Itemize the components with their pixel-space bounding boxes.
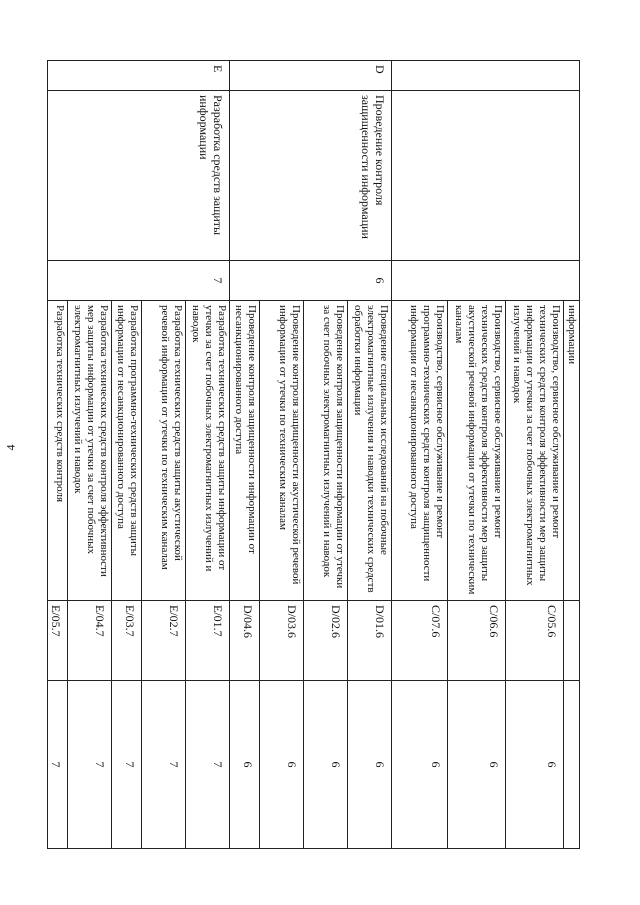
page-number: 4 <box>3 444 18 451</box>
code-cell: E/03.7 <box>112 601 142 681</box>
rotated-page <box>50 60 580 848</box>
function-cell: информации <box>564 301 580 601</box>
code-cell: C/06.6 <box>448 601 506 681</box>
level-cell: 7 <box>142 681 186 849</box>
function-cell: Производство, сервисное обслуживание и ремонт технических средств контроля эффективности мер защиты акустической речевой информации от утечки по техническим каналам <box>448 301 506 601</box>
code-cell: D/03.6 <box>260 601 304 681</box>
group-level-cell <box>392 261 580 301</box>
function-cell: Разработка программно-технических средств защиты информации от несанкционированного доступа <box>112 301 142 601</box>
code-cell: E/01.7 <box>186 601 230 681</box>
group-letter-cell: E <box>47 61 229 91</box>
level-cell: 6 <box>304 681 348 849</box>
function-cell: Разработка технических средств контроля эффективности мер защиты информации от утечки за счет побочных электромагнитных излучений и наводок <box>68 301 112 601</box>
table-row <box>186 61 230 849</box>
function-cell: Производство, сервисное обслуживание и ремонт программно-технических средств контроля защищенности информации от несанкционированного доступа <box>392 301 448 601</box>
code-cell: E/02.7 <box>142 601 186 681</box>
function-cell: Производство, сервисное обслуживание и ремонт технических средств контроля эффективности мер защиты информации от утечки за счет побочных электромагнитных излучений и наводок <box>506 301 564 601</box>
code-cell: E/04.7 <box>68 601 112 681</box>
table-row <box>564 61 580 849</box>
group-letter-cell: D <box>230 61 392 91</box>
function-cell: Разработка технических средств защиты информации от утечки за счет побочных электромагнитных излучений и наводок <box>186 301 230 601</box>
function-cell: Проведение специальных исследований на побочные электромагнитные излучения и наводки технических средств обработки информации <box>348 301 392 601</box>
level-cell: 6 <box>348 681 392 849</box>
level-cell: 7 <box>47 681 67 849</box>
function-cell: Проведение контроля защищенности информации от утечки за счет побочных электромагнитных излучений и наводок <box>304 301 348 601</box>
level-cell: 7 <box>68 681 112 849</box>
group-name-cell: Проведение контроля защищенности информации <box>230 91 392 261</box>
code-cell: E/05.7 <box>47 601 67 681</box>
function-table <box>47 60 580 849</box>
function-cell: Разработка технических средств защиты акустической речевой информации от утечки по техническим каналам <box>142 301 186 601</box>
level-cell <box>564 681 580 849</box>
function-cell: Разработка технических средств контроля <box>47 301 67 601</box>
code-cell: D/04.6 <box>230 601 260 681</box>
level-cell: 6 <box>506 681 564 849</box>
function-cell: Проведение контроля защищенности информации от несанкционированного доступа <box>230 301 260 601</box>
level-cell: 6 <box>392 681 448 849</box>
code-cell: D/02.6 <box>304 601 348 681</box>
group-name-cell: Разработка средств защиты информации <box>47 91 229 261</box>
group-name-cell <box>392 91 580 261</box>
group-level-cell: 6 <box>230 261 392 301</box>
group-level-cell: 7 <box>47 261 229 301</box>
level-cell: 6 <box>230 681 260 849</box>
group-letter-cell <box>392 61 580 91</box>
code-cell: C/05.6 <box>506 601 564 681</box>
code-cell: C/07.6 <box>392 601 448 681</box>
level-cell: 7 <box>186 681 230 849</box>
function-cell: Проведение контроля защищенности акустической речевой информации от утечки по техническим каналам <box>260 301 304 601</box>
level-cell: 6 <box>448 681 506 849</box>
level-cell: 6 <box>260 681 304 849</box>
code-cell <box>564 601 580 681</box>
code-cell: D/01.6 <box>348 601 392 681</box>
table-row <box>348 61 392 849</box>
level-cell: 7 <box>112 681 142 849</box>
